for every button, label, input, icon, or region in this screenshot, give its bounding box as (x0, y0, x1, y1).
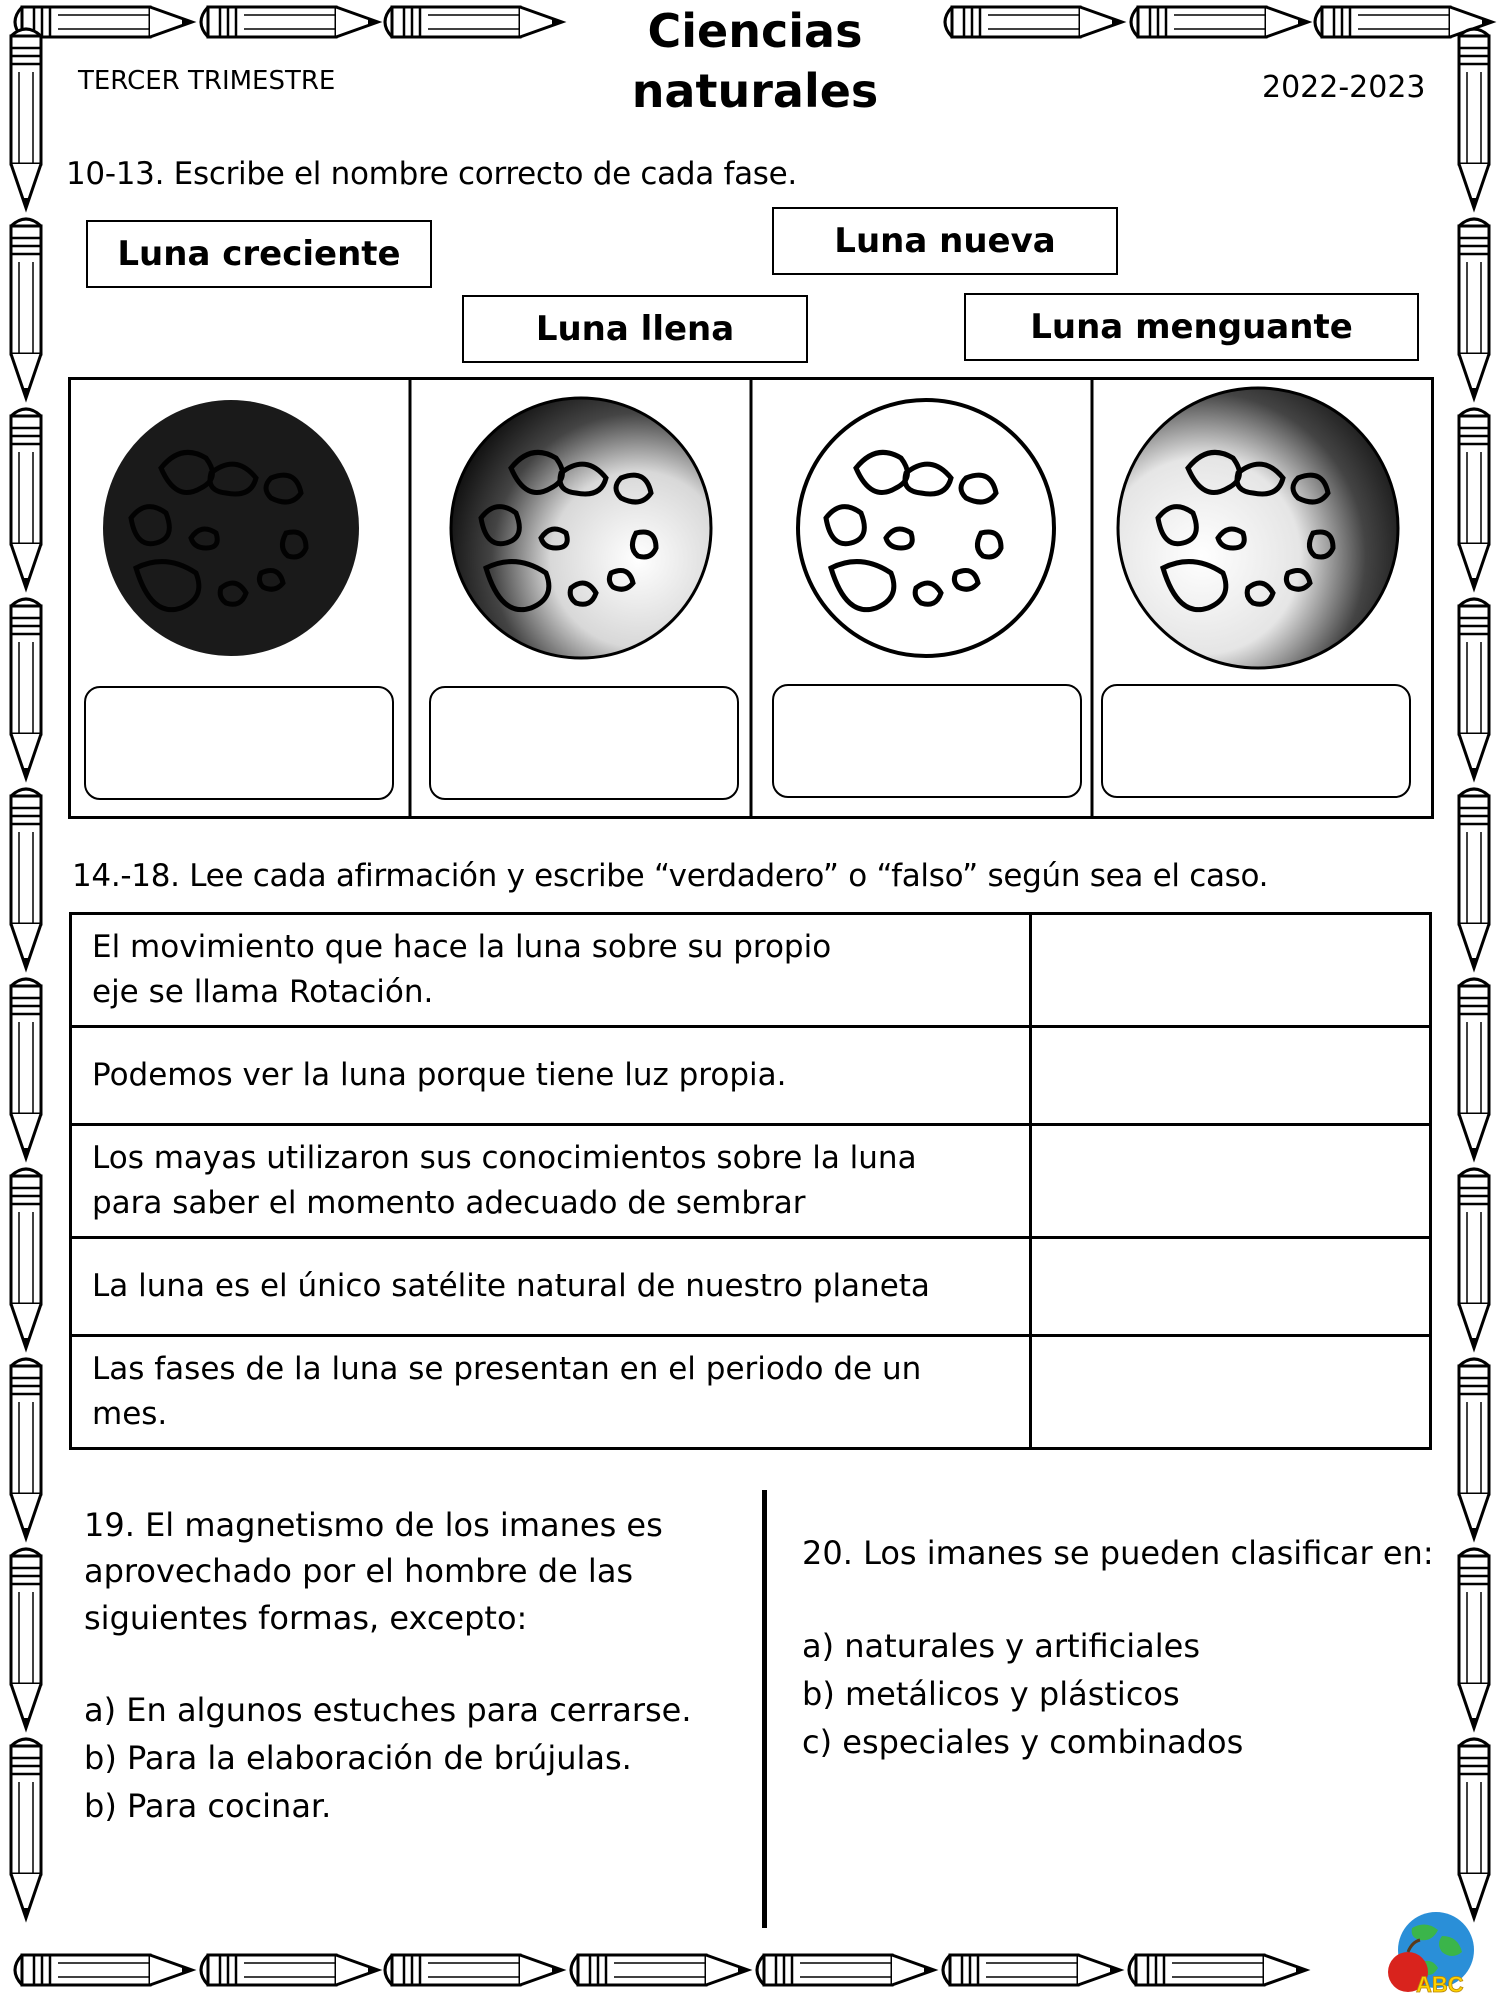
full-moon-icon (798, 400, 1054, 656)
new-moon-icon (103, 400, 359, 656)
logo-text: ABC (1416, 1972, 1464, 1996)
section1-heading: 10-13. Escribe el nombre correcto de cada fase. (66, 156, 797, 192)
section2-heading: 14.-18. Lee cada afirmación y escribe “verdadero” o “falso” según sea el caso. (72, 858, 1269, 894)
option-item[interactable]: a) naturales y artificiales (802, 1627, 1200, 1665)
option-item[interactable]: c) especiales y combinados (802, 1723, 1244, 1761)
statement-cell (71, 1335, 1031, 1448)
answer-cell[interactable] (1031, 914, 1431, 1027)
title-line-1: Ciencias (647, 4, 863, 58)
statement-text: Los mayas utilizaron sus conocimientos sobre la luna para saber el momento adecuado de sembrar (92, 1139, 917, 1221)
table-row (71, 1237, 1431, 1335)
question-20-text: 20. Los imanes se pueden clasificar en: (802, 1534, 1434, 1572)
statement-cell (71, 1026, 1031, 1124)
statement-text: La luna es el único satélite natural de nuestro planeta (92, 1267, 930, 1304)
answer-box-phase-2[interactable] (429, 686, 739, 800)
option-item[interactable]: b) Para cocinar. (84, 1787, 332, 1825)
answer-box-phase-1[interactable] (84, 686, 394, 800)
answer-cell[interactable] (1031, 1026, 1431, 1124)
true-false-table (69, 912, 1432, 1450)
label-luna-creciente: Luna creciente (86, 220, 432, 288)
table-row (71, 914, 1431, 1027)
answer-cell[interactable] (1031, 1335, 1431, 1448)
table-row (71, 1124, 1431, 1237)
answer-box-phase-3[interactable] (772, 684, 1082, 798)
table-row (71, 1026, 1431, 1124)
abc-globe-logo (1382, 1906, 1478, 1996)
answer-cell[interactable] (1031, 1237, 1431, 1335)
statement-cell (71, 1124, 1031, 1237)
term-label: TERCER TRIMESTRE (78, 66, 336, 96)
page-title (600, 2, 910, 122)
question-20-options (802, 1622, 1422, 1766)
waxing-moon-icon (451, 398, 711, 658)
option-item[interactable]: b) metálicos y plásticos (802, 1675, 1180, 1713)
answer-cell[interactable] (1031, 1124, 1431, 1237)
option-item[interactable]: a) En algunos estuches para cerrarse. (84, 1691, 692, 1729)
table-row (71, 1335, 1431, 1448)
title-line-2: naturales (631, 63, 879, 118)
option-item[interactable]: b) Para la elaboración de brújulas. (84, 1739, 632, 1777)
column-divider (762, 1490, 767, 1928)
question-19-options (84, 1686, 724, 1830)
answer-box-phase-4[interactable] (1101, 684, 1411, 798)
label-luna-menguante: Luna menguante (964, 293, 1419, 361)
statement-text: El movimiento que hace la luna sobre su propio eje se llama Rotación. (92, 929, 832, 1010)
statement-text: Podemos ver la luna porque tiene luz propia. (92, 1056, 787, 1093)
school-year: 2022-2023 (1262, 70, 1426, 105)
statement-cell (71, 914, 1031, 1027)
statement-cell (71, 1237, 1031, 1335)
question-19-text: 19. El magnetismo de los imanes es aprovechado por el hombre de las siguientes formas, excepto: (84, 1506, 663, 1637)
label-luna-llena: Luna llena (462, 295, 808, 363)
label-luna-nueva: Luna nueva (772, 207, 1118, 275)
statement-text: Las fases de la luna se presentan en el periodo de un mes. (92, 1350, 922, 1432)
waning-moon-icon (1118, 388, 1398, 668)
